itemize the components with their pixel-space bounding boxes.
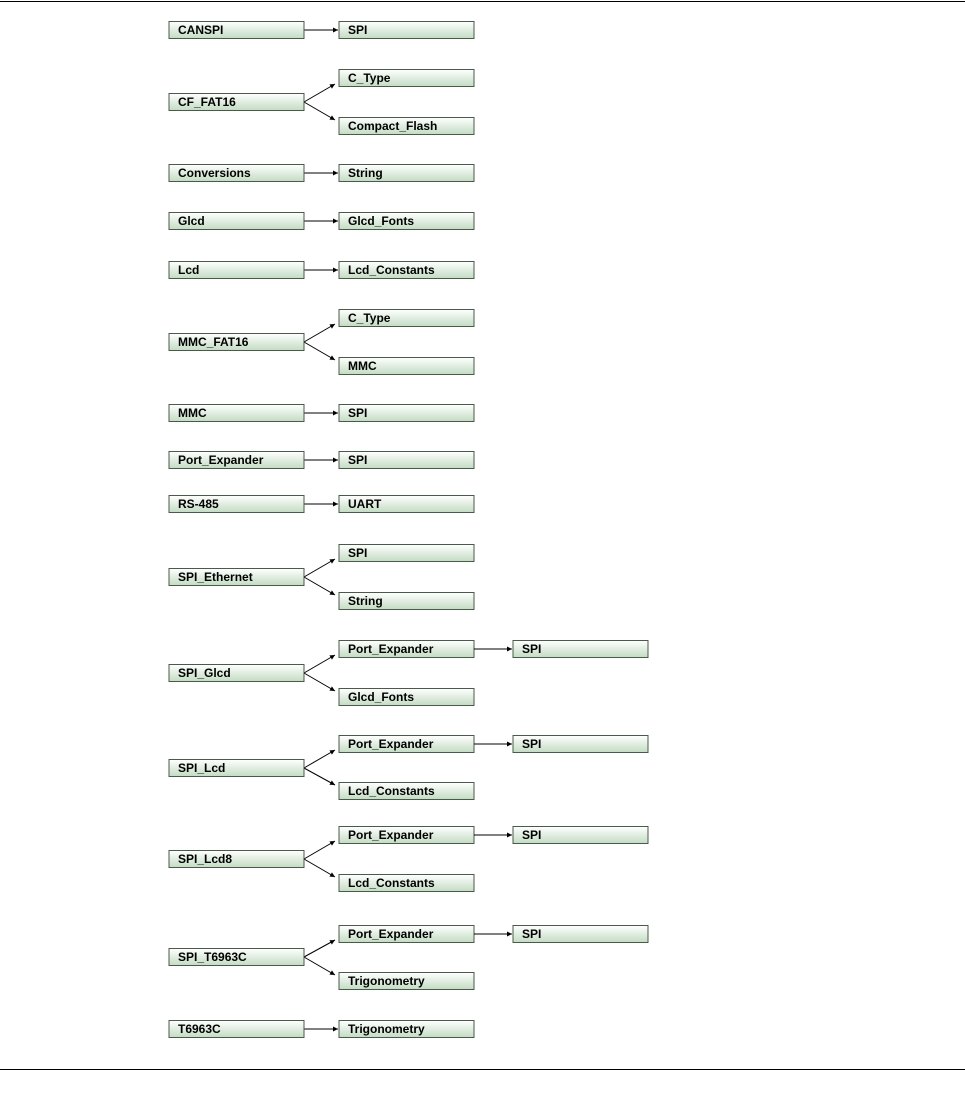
- source-box: [169, 496, 304, 513]
- dependency-arrow: [304, 768, 335, 785]
- target-box-label: Glcd_Fonts: [348, 690, 415, 704]
- target-box-label: UART: [348, 497, 382, 511]
- dependency-arrow: [304, 673, 335, 691]
- target-box: [339, 213, 474, 230]
- dependency-arrow: [304, 559, 335, 577]
- dependency-arrow: [304, 342, 335, 360]
- dependency-arrow: [304, 841, 335, 859]
- target-box-label: Lcd_Constants: [348, 876, 435, 890]
- dependency-arrow: [304, 940, 335, 957]
- target-box: [339, 452, 474, 469]
- bottom-rule: [0, 1069, 965, 1070]
- target-box: [339, 545, 474, 562]
- secondary-target-box: [513, 926, 648, 943]
- target-box-label: String: [348, 594, 383, 608]
- source-box-label: CANSPI: [178, 23, 224, 37]
- target-box-label: Trigonometry: [348, 1022, 425, 1036]
- target-box: [339, 783, 474, 800]
- secondary-target-box-label: SPI: [522, 737, 542, 751]
- source-box: [169, 22, 304, 39]
- source-box-label: Glcd: [178, 214, 205, 228]
- source-box-label: Lcd: [178, 263, 200, 277]
- target-box-label: Port_Expander: [348, 737, 434, 751]
- target-box: [339, 641, 474, 658]
- target-box-label: SPI: [348, 453, 368, 467]
- target-box: [339, 165, 474, 182]
- dependency-arrow: [304, 655, 335, 673]
- source-box: [169, 165, 304, 182]
- target-box-label: SPI: [348, 23, 368, 37]
- source-box: [169, 452, 304, 469]
- source-box: [169, 665, 304, 682]
- target-box-label: SPI: [348, 406, 368, 420]
- target-box-label: C_Type: [348, 311, 391, 325]
- dependency-arrow: [304, 577, 335, 595]
- source-box-label: Port_Expander: [178, 453, 264, 467]
- dependency-arrow: [304, 84, 335, 102]
- dependency-arrow: [304, 102, 335, 120]
- target-box-label: C_Type: [348, 71, 391, 85]
- source-box-label: CF_FAT16: [178, 95, 236, 109]
- target-box: [339, 736, 474, 753]
- dependency-arrow: [304, 957, 335, 975]
- target-box: [339, 405, 474, 422]
- target-box-label: Port_Expander: [348, 927, 434, 941]
- target-box: [339, 689, 474, 706]
- target-box: [339, 496, 474, 513]
- source-box: [169, 760, 304, 777]
- target-box: [339, 1021, 474, 1038]
- source-box: [169, 262, 304, 279]
- target-box: [339, 118, 474, 135]
- target-box: [339, 358, 474, 375]
- target-box-label: Trigonometry: [348, 974, 425, 988]
- source-box: [169, 94, 304, 111]
- target-box: [339, 22, 474, 39]
- source-box: [169, 569, 304, 586]
- target-box-label: SPI: [348, 546, 368, 560]
- source-box-label: SPI_Glcd: [178, 666, 231, 680]
- secondary-target-box: [513, 827, 648, 844]
- target-box-label: Lcd_Constants: [348, 784, 435, 798]
- target-box-label: Glcd_Fonts: [348, 214, 415, 228]
- secondary-target-box-label: SPI: [522, 927, 542, 941]
- target-box: [339, 926, 474, 943]
- secondary-target-box-label: SPI: [522, 828, 542, 842]
- target-box-label: Port_Expander: [348, 828, 434, 842]
- target-box: [339, 593, 474, 610]
- source-box: [169, 334, 304, 351]
- target-box-label: Port_Expander: [348, 642, 434, 656]
- source-box: [169, 213, 304, 230]
- target-box: [339, 70, 474, 87]
- source-box-label: T6963C: [178, 1022, 221, 1036]
- source-box-label: Conversions: [178, 166, 251, 180]
- secondary-target-box: [513, 641, 648, 658]
- dependency-arrow: [304, 750, 335, 768]
- source-box: [169, 949, 304, 966]
- source-box: [169, 1021, 304, 1038]
- target-box-label: MMC: [348, 359, 377, 373]
- target-box: [339, 827, 474, 844]
- dependency-arrow: [304, 324, 335, 342]
- source-box-label: SPI_Lcd8: [178, 852, 233, 866]
- source-box-label: SPI_Lcd: [178, 761, 226, 775]
- target-box: [339, 973, 474, 990]
- target-box-label: Lcd_Constants: [348, 263, 435, 277]
- source-box-label: SPI_T6963C: [178, 950, 247, 964]
- source-box-label: MMC: [178, 406, 207, 420]
- target-box: [339, 262, 474, 279]
- source-box-label: MMC_FAT16: [178, 335, 249, 349]
- source-box-label: RS-485: [178, 497, 219, 511]
- secondary-target-box: [513, 736, 648, 753]
- target-box: [339, 875, 474, 892]
- source-box-label: SPI_Ethernet: [178, 570, 253, 584]
- secondary-target-box-label: SPI: [522, 642, 542, 656]
- target-box: [339, 310, 474, 327]
- source-box: [169, 405, 304, 422]
- target-box-label: Compact_Flash: [348, 119, 438, 133]
- target-box-label: String: [348, 166, 383, 180]
- dependency-arrow: [304, 859, 335, 877]
- source-box: [169, 851, 304, 868]
